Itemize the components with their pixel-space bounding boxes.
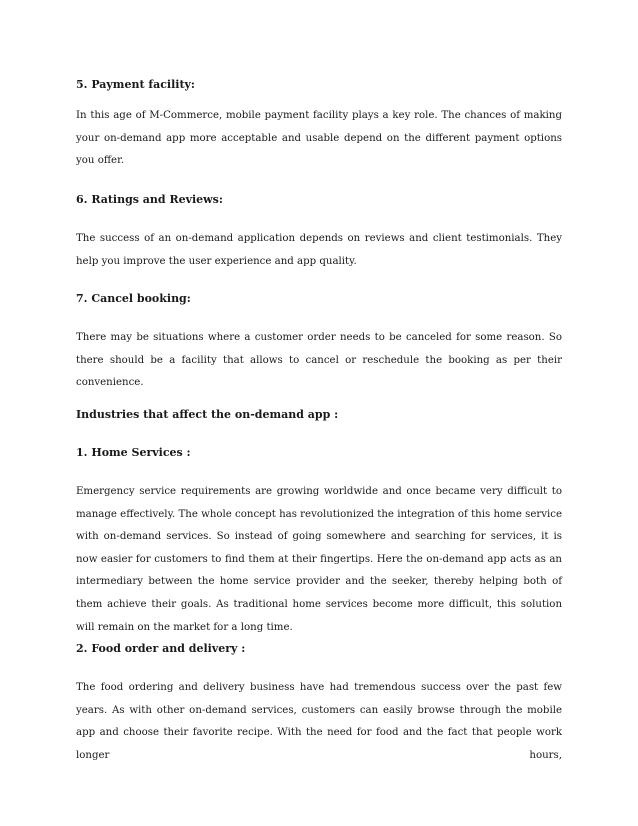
section-heading-cancel-booking: 7. Cancel booking:	[76, 292, 191, 305]
section-heading-payment-facility: 5. Payment facility:	[76, 78, 195, 91]
section-body-cancel-booking: There may be situations where a customer order needs to be canceled for some reason. So there should be a facility that allows to cancel or reschedule the booking as per their convenience.	[76, 332, 562, 389]
section-body-food-delivery: The food ordering and delivery business have had tremendous success over the past few years. As with other on-demand services, customers can easily browse through the mobile app and choose their favorite recipe. With the need for food and the fact that people work longer hours,	[76, 682, 562, 761]
section-heading-ratings-reviews: 6. Ratings and Reviews:	[76, 193, 223, 206]
section-body-ratings-reviews: The success of an on-demand application depends on reviews and client testimonials. They help you improve the user experience and app quality.	[76, 233, 562, 267]
section-heading-food-delivery: 2. Food order and delivery :	[76, 642, 246, 655]
section-heading-industries: Industries that affect the on-demand app :	[76, 408, 339, 421]
section-heading-home-services: 1. Home Services :	[76, 446, 191, 459]
section-body-home-services: Emergency service requirements are growing worldwide and once became very difficult to manage effectively. The whole concept has revolutionized the integration of this home service with on-demand services. So instead of going somewhere and searching for services, it is now easier for customers to find them at their fingertips. Here the on-demand app acts as an intermediary between the home service provider and the seeker, thereby helping both of them achieve their goals. As traditional home services become more difficult, this solution will remain on the market for a long time.	[76, 486, 562, 633]
section-body-payment-facility: In this age of M-Commerce, mobile payment facility plays a key role. The chances of making your on-demand app more acceptable and usable depend on the different payment options you offer.	[76, 110, 562, 167]
